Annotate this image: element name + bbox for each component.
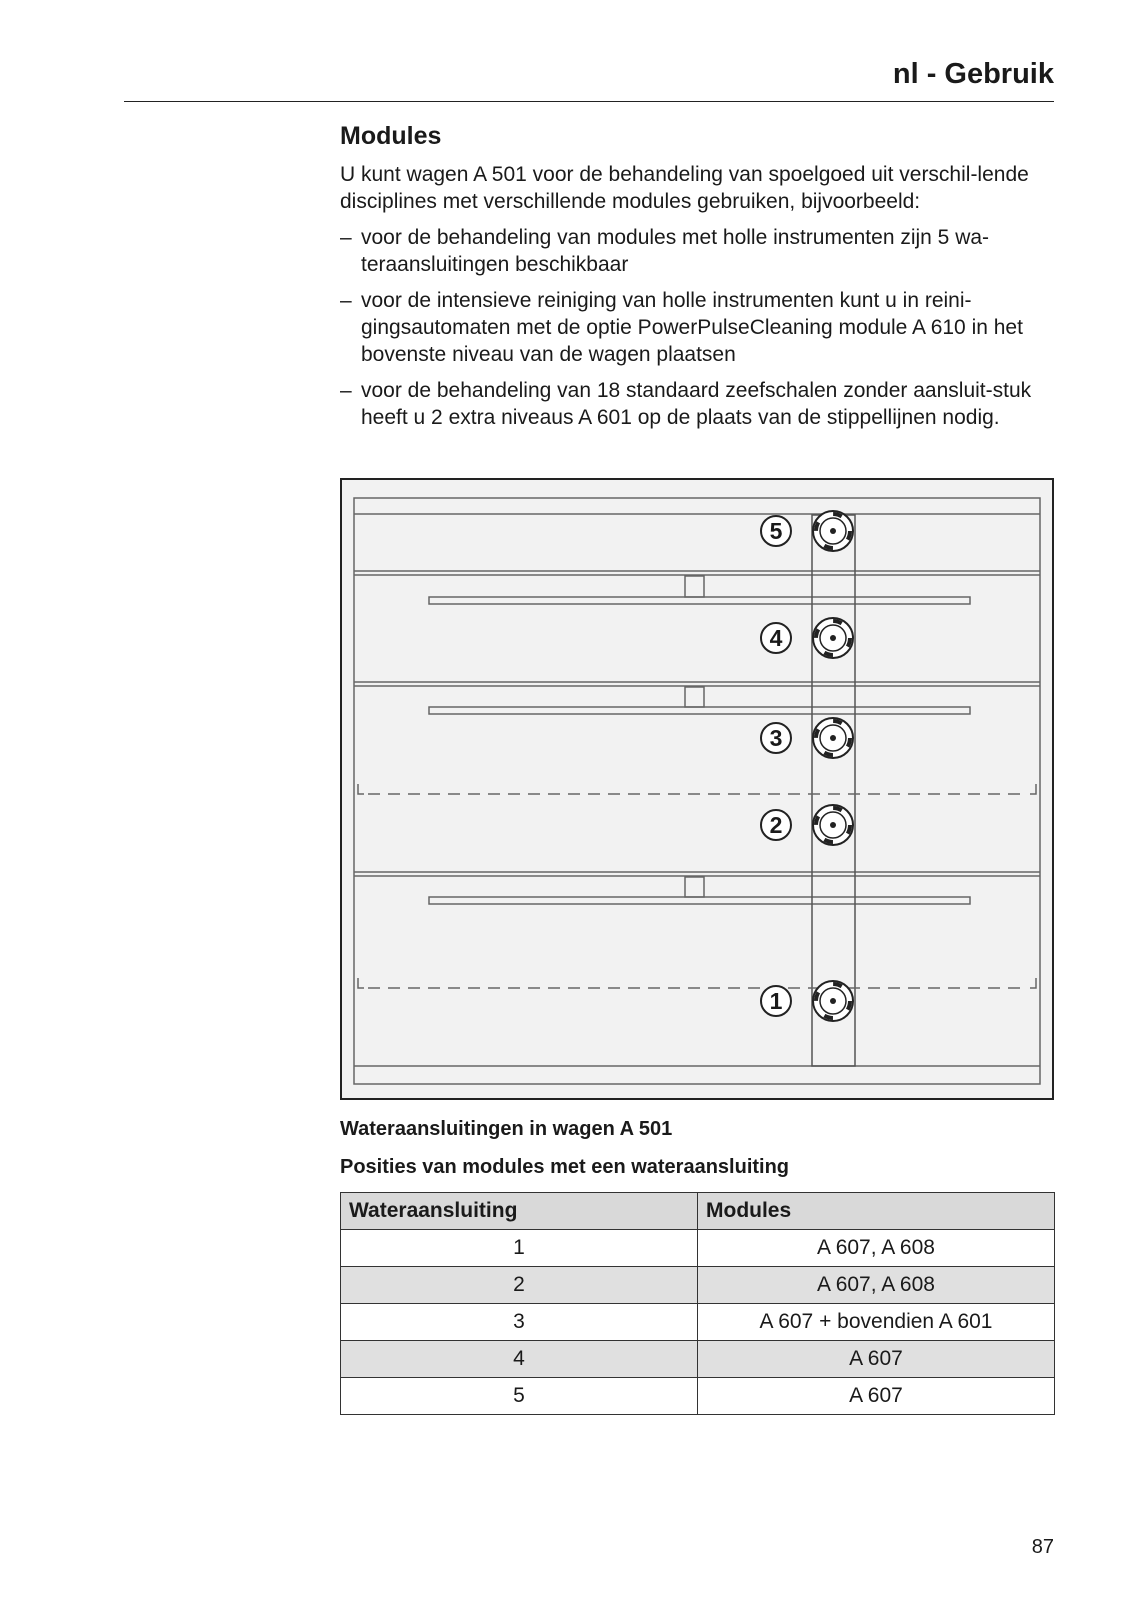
figure-caption: Wateraansluitingen in wagen A 501 [340, 1118, 673, 1140]
bullet-dash: – [340, 379, 352, 402]
bullet-text: voor de behandeling van modules met holle instrumenten zijn 5 wa-teraansluitingen beschikbaar [361, 226, 990, 276]
list-item [340, 224, 1054, 278]
page-number: 87 [1031, 1536, 1054, 1558]
column-header-connection: Wateraansluiting [341, 1193, 698, 1230]
cell-modules: A 607, A 608 [698, 1230, 1055, 1267]
connector-center [830, 528, 836, 534]
bullet-dash: – [340, 226, 352, 249]
bullet-text: voor de intensieve reiniging van holle instrumenten kunt u in reini-gingsautomaten met de optie PowerPulseCleaning module A 610 in het bovenste niveau van de wagen plaatsen [361, 289, 1023, 366]
connector-center [830, 635, 836, 641]
connection-number: 2 [769, 812, 783, 838]
cell-connection: 4 [341, 1341, 698, 1378]
cell-connection: 5 [341, 1378, 698, 1415]
cell-modules: A 607 [698, 1378, 1055, 1415]
page-header-title: nl - Gebruik [892, 58, 1054, 90]
table-header-row [341, 1193, 1055, 1230]
cell-modules: A 607, A 608 [698, 1267, 1055, 1304]
cell-connection: 2 [341, 1267, 698, 1304]
table-row [341, 1378, 1055, 1415]
diagram-frame [341, 479, 1053, 1099]
table-row [341, 1341, 1055, 1378]
cell-connection: 1 [341, 1230, 698, 1267]
table-row [341, 1304, 1055, 1341]
table-caption: Posities van modules met een wateraansluiting [340, 1156, 790, 1178]
connector-center [830, 998, 836, 1004]
connector-center [830, 735, 836, 741]
cell-modules: A 607 [698, 1341, 1055, 1378]
bullet-text: voor de behandeling van 18 standaard zeefschalen zonder aansluit-stuk heeft u 2 extra niveaus A 601 op de plaats van de stippellijnen nodig. [361, 379, 1032, 429]
header-rule [124, 101, 1054, 102]
bullet-dash: – [340, 289, 352, 312]
intro-paragraph: U kunt wagen A 501 voor de behandeling van spoelgoed uit verschil-lende disciplines met verschillende modules gebruiken, bijvoorbeeld: [340, 163, 1029, 213]
list-item [340, 287, 1054, 368]
modules-table [340, 1192, 1055, 1415]
connection-number: 4 [769, 625, 783, 651]
cell-connection: 3 [341, 1304, 698, 1341]
connection-number: 5 [769, 518, 783, 544]
connector-center [830, 822, 836, 828]
cart-diagram [340, 478, 1054, 1100]
cell-modules: A 607 + bovendien A 601 [698, 1304, 1055, 1341]
list-item [340, 377, 1054, 431]
connection-number: 1 [769, 988, 783, 1014]
table-row [341, 1267, 1055, 1304]
section-modules [340, 122, 1054, 440]
cart-diagram-svg [340, 478, 1054, 1100]
column-header-modules: Modules [698, 1193, 1055, 1230]
section-title: Modules [340, 122, 442, 150]
table-row [341, 1230, 1055, 1267]
connection-number: 3 [769, 725, 783, 751]
bullet-list [340, 224, 1054, 431]
